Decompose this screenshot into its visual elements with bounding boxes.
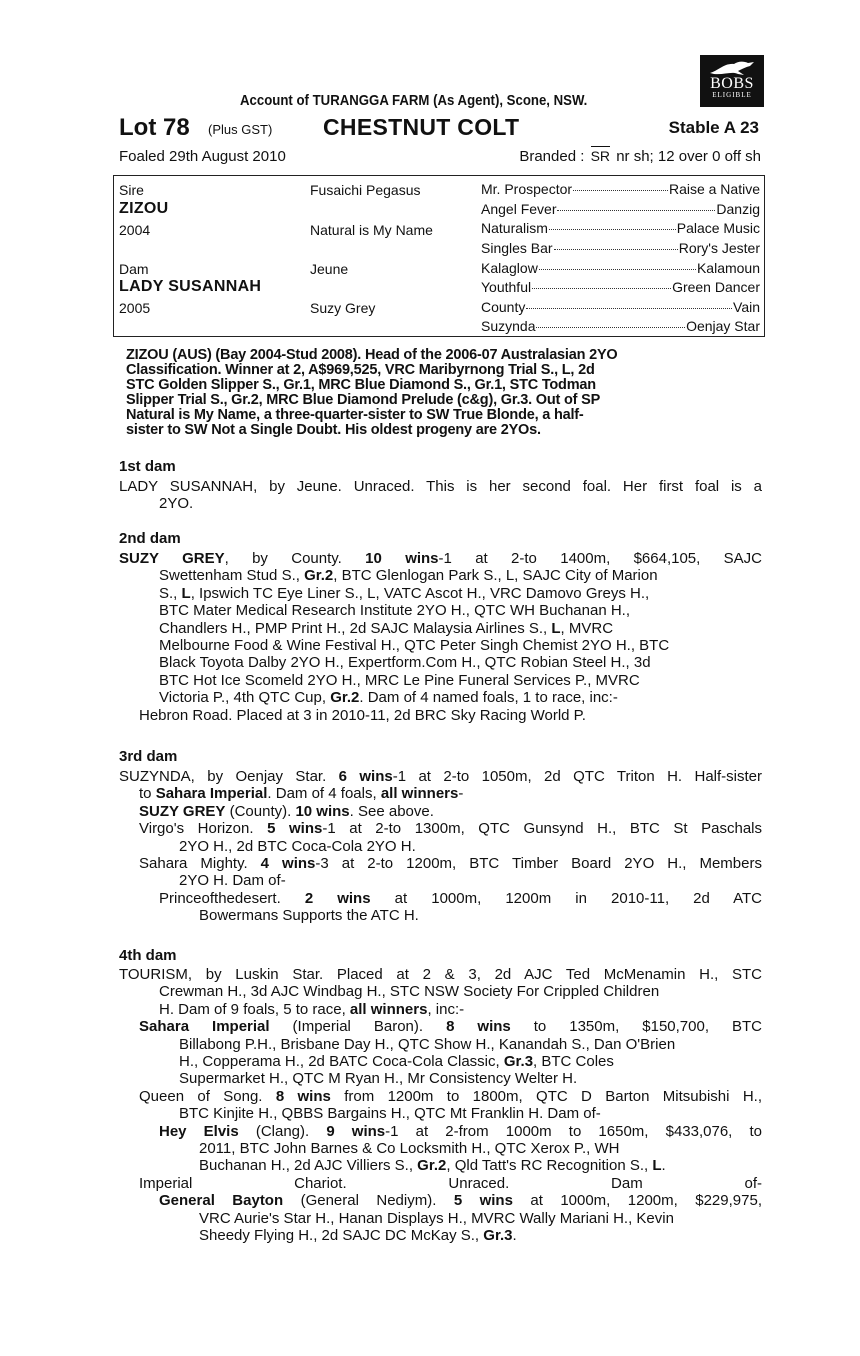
summary-line: ZIZOU (AUS) (Bay 2004-Stud 2008). Head of the 2006-07 Australasian 2YO bbox=[126, 347, 618, 363]
text-line: 2YO H., 2d BTC Coca-Cola 2YO H. bbox=[179, 837, 416, 855]
sire-label: Sire bbox=[119, 182, 144, 198]
grandparent-row bbox=[481, 181, 760, 201]
branded-details: nr sh; 12 over 0 off sh bbox=[616, 148, 761, 165]
text-line: H., Copperama H., 2d BATC Coca-Cola Classic, Gr.3, BTC Coles bbox=[179, 1053, 614, 1071]
text-line: 2YO H. Dam of- bbox=[179, 872, 286, 890]
sire-name: ZIZOU bbox=[119, 200, 169, 217]
granddam-sire: Palace Music bbox=[676, 220, 760, 236]
summary-line: Slipper Trial S., Gr.2, MRC Blue Diamond Prelude (c&g), Gr.3. Out of SP bbox=[126, 392, 601, 408]
grandsire: Suzynda bbox=[481, 318, 536, 334]
granddam-sire: Kalamoun bbox=[696, 260, 760, 276]
grandparent-row bbox=[481, 279, 760, 299]
grandparent-row bbox=[481, 201, 760, 221]
sire-year: 2004 bbox=[119, 222, 151, 238]
third-dam-heading: 3rd dam bbox=[119, 748, 178, 765]
lot-header bbox=[119, 114, 761, 142]
text-line: General Bayton (General Nediym). 5 wins at 1000m, 1200m, $229,975, bbox=[159, 1192, 762, 1210]
logo-subtext: ELIGIBLE bbox=[712, 91, 752, 99]
text-line: Princeofthedesert. 2 wins at 1000m, 1200m in 2010-11, 2d ATC bbox=[159, 889, 762, 907]
pedigree-table bbox=[113, 175, 765, 337]
first-dam-text bbox=[119, 478, 762, 513]
grandparent-row bbox=[481, 318, 760, 338]
text-line: LADY SUSANNAH, by Jeune. Unraced. This is her second foal. Her first foal is a bbox=[119, 478, 762, 495]
brand-info bbox=[519, 146, 761, 165]
text-line: Queen of Song. 8 wins from 1200m to 1800m, QTC D Barton Mitsubishi H., bbox=[139, 1087, 762, 1105]
dot-leader bbox=[573, 190, 668, 191]
grandparent-row bbox=[481, 260, 760, 280]
text-line: Crewman H., 3d AJC Windbag H., STC NSW Society For Crippled Children bbox=[159, 983, 660, 1001]
text-line: H. Dam of 9 foals, 5 to race, all winners, inc:- bbox=[159, 1000, 465, 1018]
dot-leader bbox=[536, 327, 685, 328]
text-line: Melbourne Food & Wine Festival H., QTC Peter Singh Chemist 2YO H., BTC bbox=[159, 637, 670, 655]
second-dam-text bbox=[119, 550, 762, 724]
dot-leader bbox=[549, 229, 676, 230]
granddam-sire: Danzig bbox=[716, 201, 760, 217]
branded-label: Branded : bbox=[519, 148, 585, 165]
text-line: VRC Aurie's Star H., Hanan Displays H., MVRC Wally Mariani H., Kevin bbox=[199, 1209, 674, 1227]
text-line: Sahara Mighty. 4 wins-3 at 2-to 1200m, BTC Timber Board 2YO H., Members bbox=[139, 855, 762, 873]
brand-mark: SR bbox=[590, 148, 611, 164]
text-line: BTC Kinjite H., QBBS Bargains H., QTC Mt Franklin H. Dam of- bbox=[179, 1105, 601, 1123]
summary-line: Natural is My Name, a three-quarter-sister to SW True Blonde, a half- bbox=[126, 407, 584, 423]
grandsire: Mr. Prospector bbox=[481, 181, 573, 197]
sire-sire: Fusaichi Pegasus bbox=[310, 182, 421, 198]
text-line: BTC Hot Ice Scomeld 2YO H., MRC Le Pine Funeral Services P., MVRC bbox=[159, 671, 640, 689]
fourth-dam-heading: 4th dam bbox=[119, 947, 177, 964]
text-line: Bowermans Supports the ATC H. bbox=[199, 907, 419, 925]
summary-line: Classification. Winner at 2, A$969,525, VRC Maribyrnong Trial S., L, 2d bbox=[126, 362, 595, 378]
grandsire: Angel Fever bbox=[481, 201, 557, 217]
dot-leader bbox=[554, 249, 678, 250]
granddam-sire: Rory's Jester bbox=[678, 240, 760, 256]
granddam-sire: Vain bbox=[733, 299, 760, 315]
grandsire: County bbox=[481, 299, 526, 315]
dot-leader bbox=[557, 210, 715, 211]
grandsire: Singles Bar bbox=[481, 240, 553, 256]
dam-label: Dam bbox=[119, 261, 149, 277]
logo-text: BOBS bbox=[710, 75, 754, 92]
dot-leader bbox=[532, 288, 671, 289]
grandsire: Naturalism bbox=[481, 220, 548, 236]
text-line: Hebron Road. Placed at 3 in 2010-11, 2d BRC Sky Racing World P. bbox=[139, 706, 586, 724]
second-dam-heading: 2nd dam bbox=[119, 530, 181, 547]
text-line: Victoria P., 4th QTC Cup, Gr.2. Dam of 4 named foals, 1 to race, inc:- bbox=[159, 689, 618, 707]
dam-name: LADY SUSANNAH bbox=[119, 278, 262, 295]
granddam-sire: Raise a Native bbox=[668, 181, 760, 197]
lot-number: Lot 78 bbox=[119, 114, 190, 141]
text-line: Black Toyota Dalby 2YO H., Expertform.Com H., QTC Robian Steel H., 3d bbox=[159, 654, 651, 672]
text-line: Sheedy Flying H., 2d SAJC DC McKay S., Gr.3. bbox=[199, 1227, 517, 1245]
lot-gst-note: (Plus GST) bbox=[208, 122, 273, 137]
text-line: BTC Mater Medical Research Institute 2YO H., QTC WH Buchanan H., bbox=[159, 602, 630, 620]
grandparent-row bbox=[481, 240, 760, 260]
foaled-date: Foaled 29th August 2010 bbox=[119, 148, 286, 165]
text-line: 2YO. bbox=[159, 495, 194, 513]
grandparent-row bbox=[481, 220, 760, 240]
third-dam-text bbox=[119, 768, 762, 925]
grandparent-row bbox=[481, 299, 760, 319]
text-line: Billabong P.H., Brisbane Day H., QTC Show H., Kanandah S., Dan O'Brien bbox=[179, 1035, 676, 1053]
summary-line: sister to SW Not a Single Doubt. His oldest progeny are 2YOs. bbox=[126, 422, 541, 438]
text-line: Virgo's Horizon. 5 wins-1 at 2-to 1300m, QTC Gunsynd H., BTC St Paschals bbox=[139, 820, 762, 838]
summary-line: STC Golden Slipper S., Gr.1, MRC Blue Diamond S., Gr.1, STC Todman bbox=[126, 377, 596, 393]
dot-leader bbox=[526, 308, 732, 309]
first-dam-heading: 1st dam bbox=[119, 458, 176, 475]
granddam-sire: Green Dancer bbox=[672, 279, 760, 295]
dot-leader bbox=[539, 269, 696, 270]
text-line: SUZY GREY (County). 10 wins. See above. bbox=[139, 802, 434, 820]
granddam-sire: Oenjay Star bbox=[686, 318, 760, 334]
text-line: SUZY GREY, by County. 10 wins-1 at 2-to 1400m, $664,105, SAJC bbox=[119, 550, 762, 567]
horse-description: CHESTNUT COLT bbox=[323, 114, 520, 140]
text-line: Supermarket H., QTC M Ryan H., Mr Consistency Welter H. bbox=[179, 1070, 578, 1088]
grandsire: Youthful bbox=[481, 279, 532, 295]
text-line: SUZYNDA, by Oenjay Star. 6 wins-1 at 2-to 1050m, 2d QTC Triton H. Half-sister bbox=[119, 768, 762, 785]
text-line: 2011, BTC John Barnes & Co Locksmith H., QTC Xerox P., WH bbox=[199, 1140, 620, 1158]
text-line: to Sahara Imperial. Dam of 4 foals, all winners- bbox=[139, 785, 464, 803]
stable-location: Stable A 23 bbox=[668, 118, 759, 137]
text-line: Hey Elvis (Clang). 9 wins-1 at 2-from 1000m to 1650m, $433,076, to bbox=[159, 1122, 762, 1140]
sire-dam: Natural is My Name bbox=[310, 222, 433, 238]
text-line: Imperial Chariot. Unraced. Dam of- bbox=[139, 1174, 762, 1192]
fourth-dam-text bbox=[119, 966, 762, 1245]
text-line: S., L, Ipswich TC Eye Liner S., L, VATC Ascot H., VRC Damovo Greys H., bbox=[159, 584, 650, 602]
bobs-eligible-logo bbox=[700, 55, 764, 107]
dam-year: 2005 bbox=[119, 300, 151, 316]
text-line: Chandlers H., PMP Print H., 2d SAJC Malaysia Airlines S., L, MVRC bbox=[159, 619, 614, 637]
text-line: Swettenham Stud S., Gr.2, BTC Glenlogan Park S., L, SAJC City of Marion bbox=[159, 567, 658, 585]
vendor-account: Account of TURANGGA FARM (As Agent), Scone, NSW. bbox=[240, 92, 588, 109]
sire-summary bbox=[126, 348, 758, 438]
text-line: Sahara Imperial (Imperial Baron). 8 wins to 1350m, $150,700, BTC bbox=[139, 1018, 762, 1036]
text-line: TOURISM, by Luskin Star. Placed at 2 & 3, 2d AJC Ted McMenamin H., STC bbox=[119, 966, 762, 983]
dam-dam: Suzy Grey bbox=[310, 300, 376, 316]
grandsire: Kalaglow bbox=[481, 260, 538, 276]
dam-sire: Jeune bbox=[310, 261, 349, 277]
text-line: Buchanan H., 2d AJC Villiers S., Gr.2, Qld Tatt's RC Recognition S., L. bbox=[199, 1157, 666, 1175]
